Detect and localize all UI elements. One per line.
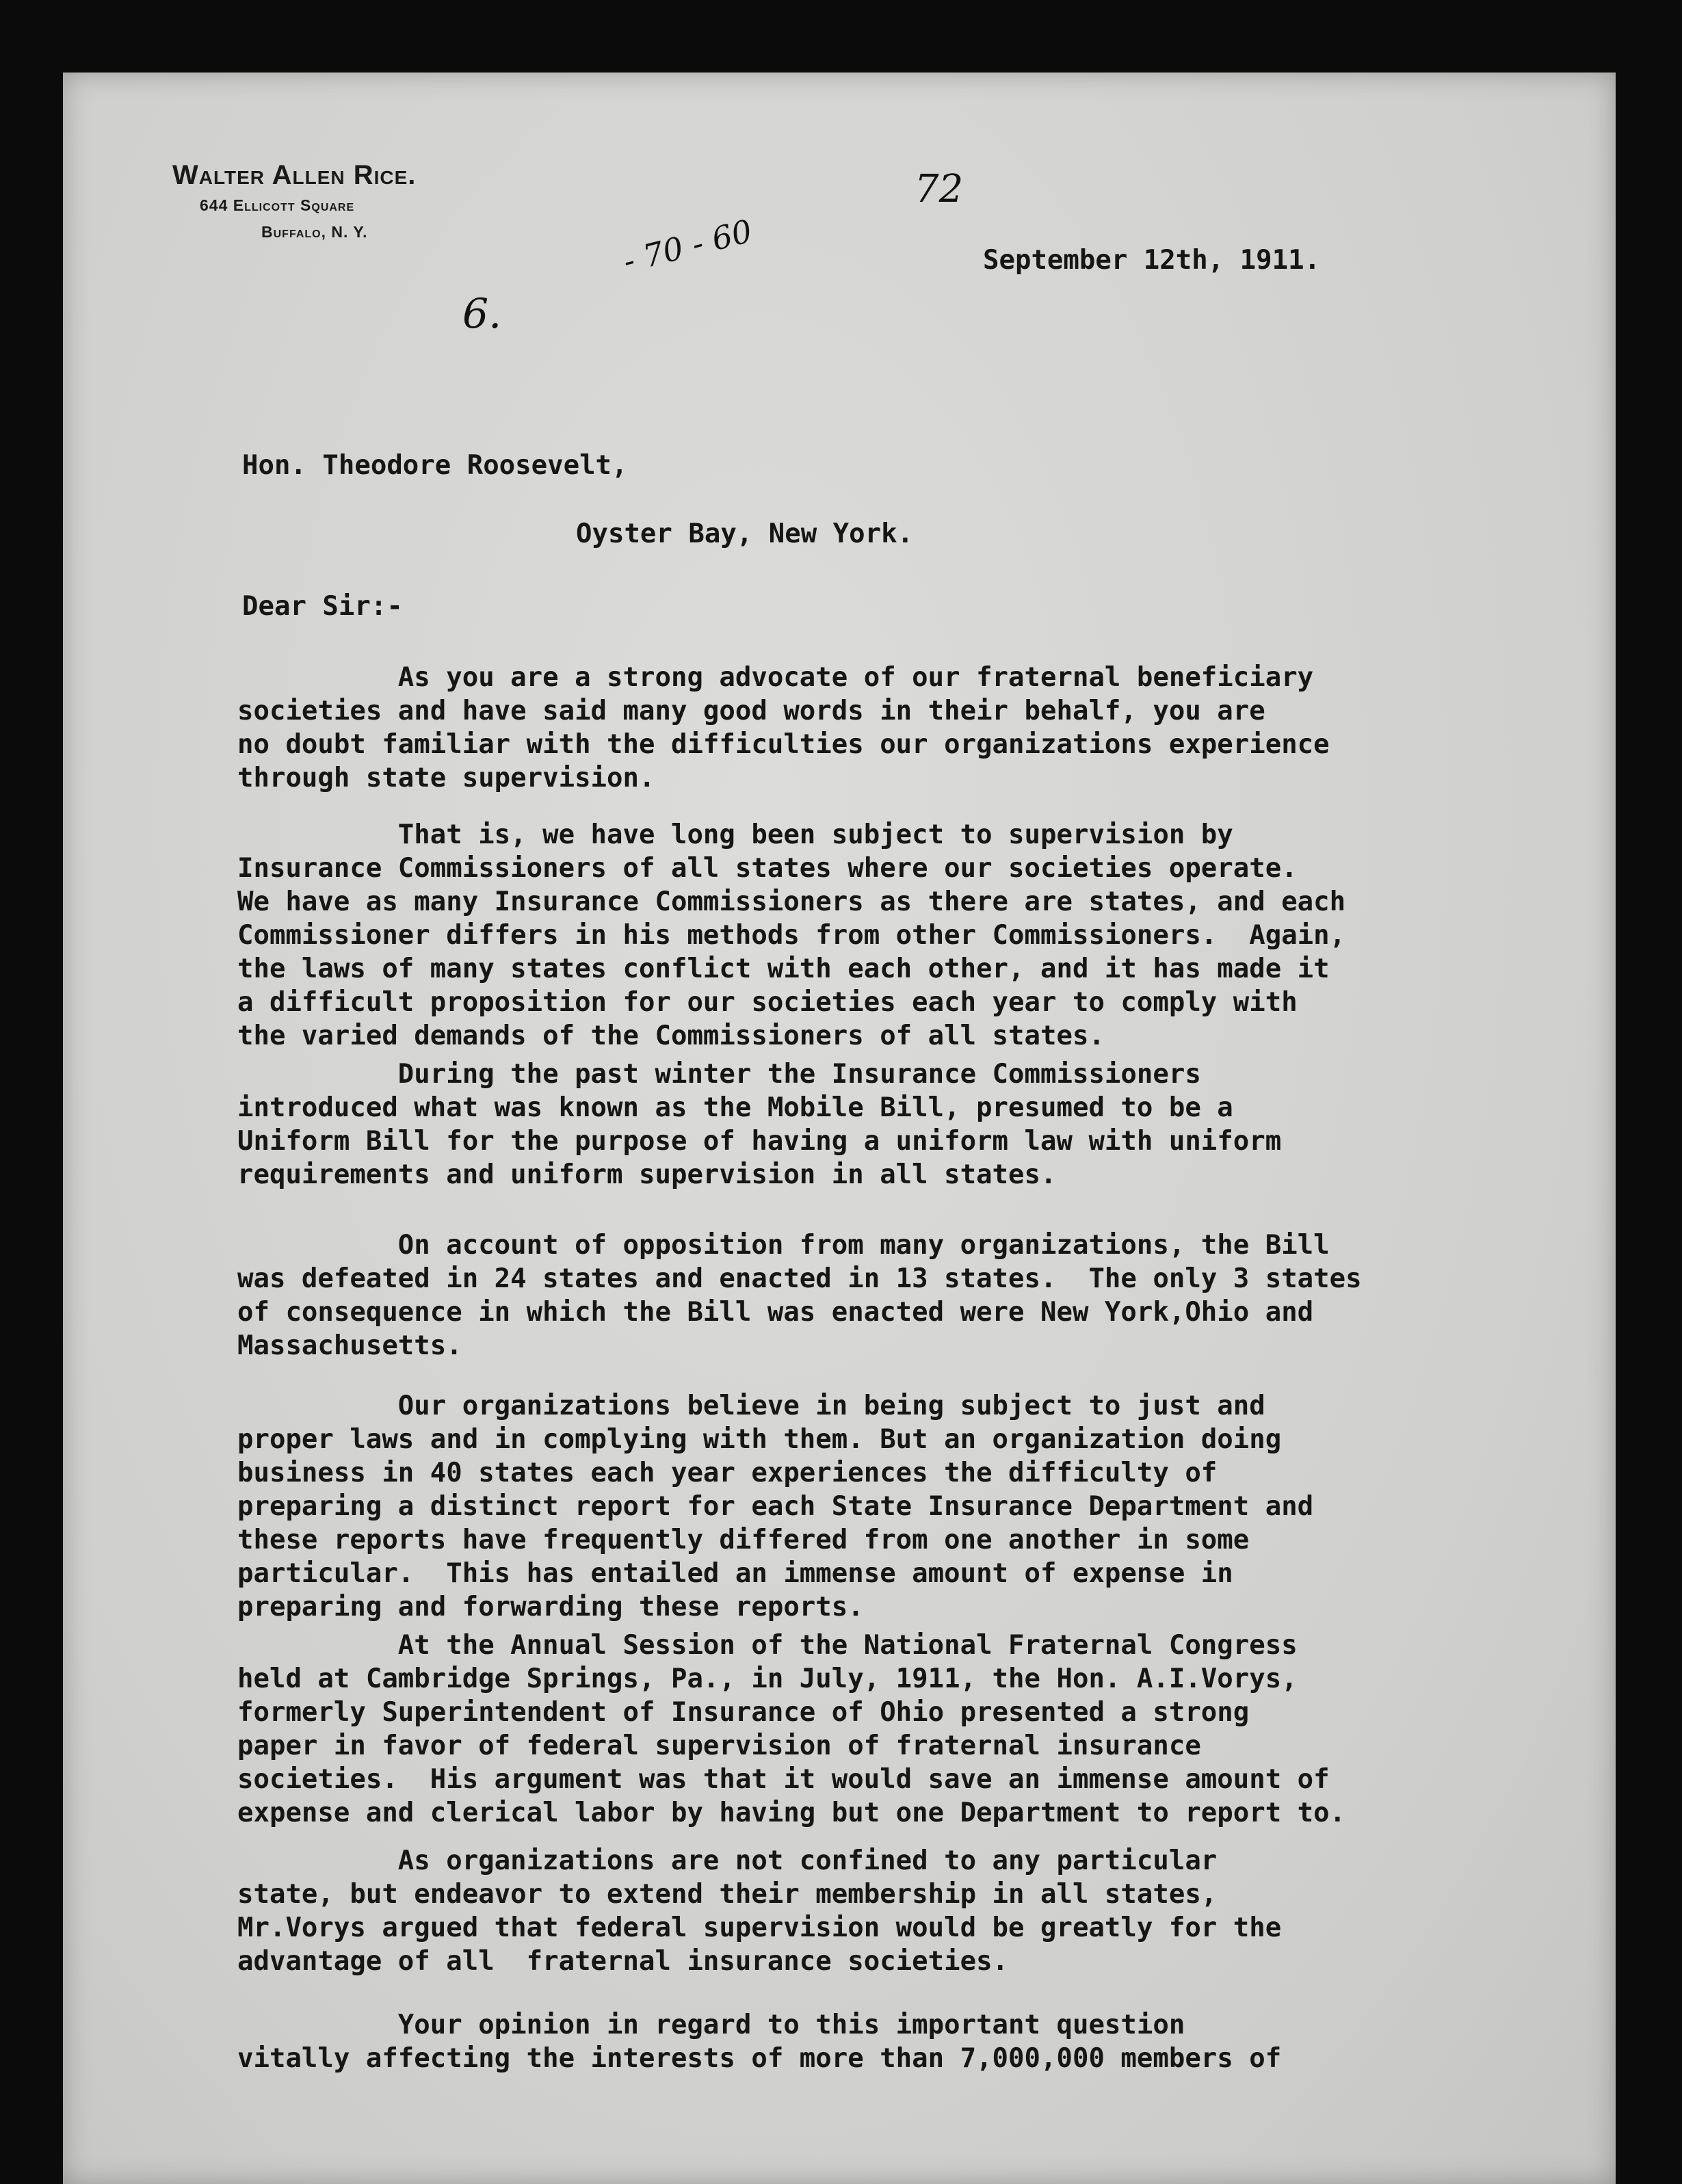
text-line: through state supervision.	[237, 763, 655, 793]
text-line: preparing and forwarding these reports.	[237, 1592, 864, 1622]
text-line: particular. This has entailed an immense amount of expense in	[237, 1558, 1233, 1589]
text-line: expense and clerical labor by having but one Department to report to.	[237, 1798, 1346, 1828]
paragraph-8	[237, 2008, 1281, 2075]
text-line: That is, we have long been subject to supervision by	[237, 819, 1233, 850]
paragraph-5	[237, 1389, 1313, 1624]
paragraph-2	[237, 818, 1345, 1053]
text-line: introduced what was known as the Mobile Bill, presumed to be a	[237, 1092, 1233, 1123]
letter-page	[63, 73, 1616, 2184]
text-line: Uniform Bill for the purpose of having a uniform law with uniform	[237, 1126, 1282, 1157]
text-line: As organizations are not confined to any particular	[237, 1845, 1218, 1876]
letterhead-name: Walter Allen Rice.	[172, 160, 417, 190]
paragraph-4	[237, 1228, 1362, 1363]
letter-date: September 12th, 1911.	[983, 245, 1321, 276]
text-line: business in 40 states each year experiences the difficulty of	[237, 1458, 1218, 1488]
recipient-address: Oyster Bay, New York.	[576, 518, 914, 549]
text-line: As you are a strong advocate of our fraternal beneficiary	[237, 662, 1314, 693]
paragraph-1	[237, 661, 1330, 795]
text-line: the varied demands of the Commissioners of all states.	[237, 1021, 1105, 1051]
text-line: preparing a distinct report for each State Insurance Department and	[237, 1491, 1314, 1522]
text-line: Your opinion in regard to this important question	[237, 2010, 1185, 2040]
text-line: a difficult proposition for our societies each year to comply with	[237, 987, 1298, 1018]
paragraph-7	[237, 1844, 1281, 1978]
text-line: state, but endeavor to extend their membership in all states,	[237, 1879, 1218, 1910]
salutation: Dear Sir:-	[242, 591, 403, 622]
text-line: Our organizations believe in being subject to just and	[237, 1391, 1265, 1421]
letterhead-city: Buffalo, N. Y.	[261, 223, 368, 241]
text-line: We have as many Insurance Commissioners as there are states, and each	[237, 886, 1346, 917]
text-line: paper in favor of federal supervision of fraternal insurance	[237, 1731, 1201, 1761]
text-line: the laws of many states conflict with each other, and it has made it	[237, 953, 1330, 984]
text-line: these reports have frequently differed from one another in some	[237, 1525, 1250, 1555]
letterhead-street: 644 Ellicott Square	[200, 196, 355, 214]
text-line: proper laws and in complying with them. But an organization doing	[237, 1424, 1282, 1455]
paragraph-3	[237, 1057, 1281, 1192]
letterhead	[172, 160, 416, 241]
text-line: advantage of all fraternal insurance societies.	[237, 1946, 1009, 1977]
text-line: requirements and uniform supervision in all states.	[237, 1159, 1057, 1190]
handwritten-mark-6: 6.	[462, 290, 502, 338]
handwritten-mark-70-60: - 70 - 60	[619, 212, 756, 280]
text-line: societies and have said many good words in their behalf, you are	[237, 696, 1265, 726]
text-line: societies. His argument was that it would save an immense amount of	[237, 1764, 1330, 1795]
text-line: of consequence in which the Bill was enacted were New York,Ohio and	[237, 1297, 1314, 1328]
handwritten-mark-72: 72	[915, 167, 964, 211]
text-line: formerly Superintendent of Insurance of Ohio presented a strong	[237, 1697, 1250, 1728]
text-line: vitally affecting the interests of more than 7,000,000 members of	[237, 2043, 1282, 2074]
paragraph-6	[237, 1629, 1345, 1830]
text-line: Commissioner differs in his methods from other Commissioners. Again,	[237, 920, 1346, 951]
text-line: Insurance Commissioners of all states where our societies operate.	[237, 853, 1298, 884]
text-line: During the past winter the Insurance Commissioners	[237, 1059, 1201, 1090]
recipient-name: Hon. Theodore Roosevelt,	[242, 450, 628, 481]
text-line: Massachusetts.	[237, 1330, 462, 1361]
text-line: held at Cambridge Springs, Pa., in July, 1911, the Hon. A.I.Vorys,	[237, 1663, 1298, 1694]
text-line: On account of opposition from many organizations, the Bill	[237, 1230, 1330, 1261]
text-line: was defeated in 24 states and enacted in 13 states. The only 3 states	[237, 1263, 1362, 1294]
text-line: no doubt familiar with the difficulties our organizations experience	[237, 729, 1330, 760]
text-line: Mr.Vorys argued that federal supervision would be greatly for the	[237, 1912, 1282, 1943]
text-line: At the Annual Session of the National Fraternal Congress	[237, 1630, 1298, 1661]
